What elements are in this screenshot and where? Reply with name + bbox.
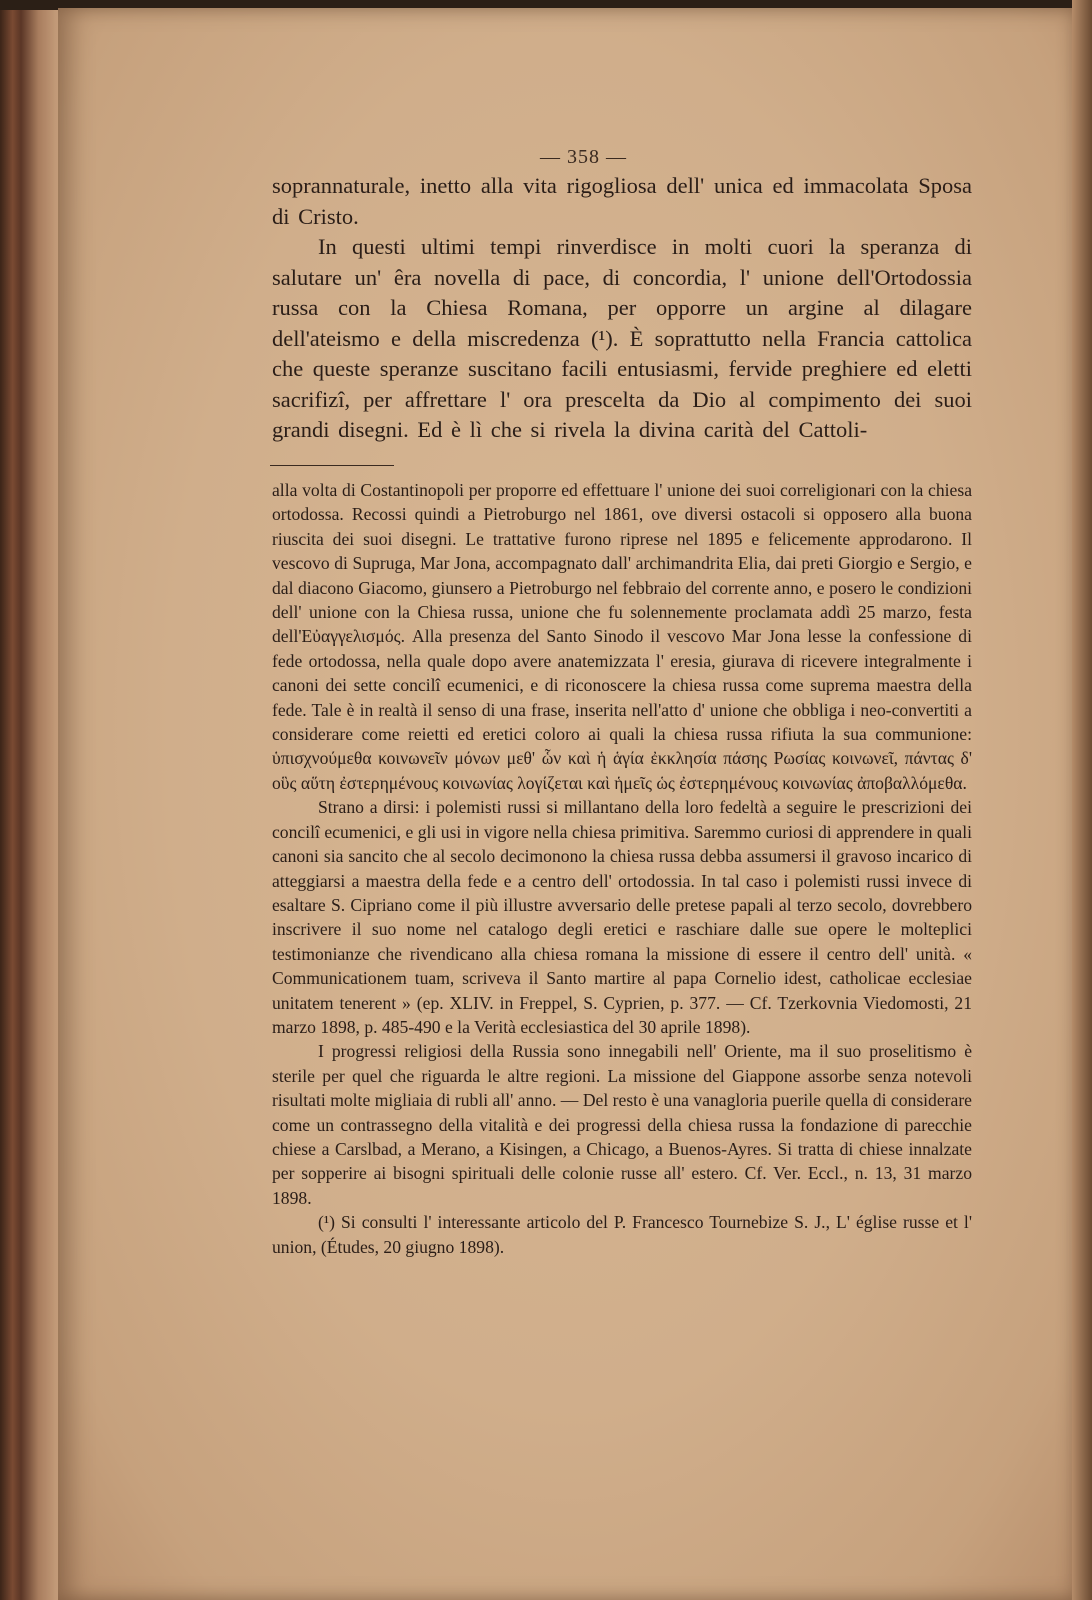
footnote-paragraph: Strano a dirsi: i polemisti russi si millantano della loro fedeltà a seguire le prescrizioni dei concilî ecumenici, e gli usi in vigore nella chiesa primitiva. Saremmo curiosi di apprendere in quali canoni sia sancito che al secolo decimonono la chiesa russa debba assumersi il gravoso incarico di atteggiarsi a maestra della fede e a centro dell' ortodossia. In tal caso i polemisti russi invece di esaltare S. Cipriano come il più illustre avversario delle pretese papali al terzo secolo, dovrebbero inscrivere il suo nome nel catalogo degli eretici e raschiare dalle sue opere le molteplici testimonianze che rivendicano alla chiesa romana la missione di essere il centro dell' unità. « Communicationem tuam, scriveva il Santo martire al papa Cornelio idest, catholicae ecclesiae unitatem tenerent » (ep. XLIV. in Freppel, S. Cyprien, p. 377. — Cf. Tzerkovnia Viedomosti, 21 marzo 1898, p. 485-490 e la Verità ecclesiastica del 30 aprile 1898).	[272, 797, 972, 1037]
main-text	[272, 171, 972, 446]
footnotes	[272, 478, 972, 1259]
footnote-paragraph: (¹) Si consulti l' interessante articolo del P. Francesco Tournebize S. J., L' église russe et l' union, (Études, 20 giugno 1898).	[272, 1212, 972, 1257]
footnote-separator	[270, 465, 394, 466]
main-paragraph: soprannaturale, inetto alla vita rigogliosa dell' unica ed immacolata Sposa di Cristo.	[272, 173, 972, 229]
page-number: — 358 —	[540, 146, 627, 168]
page-right-edge	[1072, 0, 1092, 1600]
footnote-paragraph: I progressi religiosi della Russia sono innegabili nell' Oriente, ma il suo proselitismo è sterile per quel che riguarda le altre regioni. La missione del Giappone assorbe senza notevoli risultati molte migliaia di rubli all' anno. — Del resto è una vanagloria puerile quella di considerare come un contrassegno della vitalità e dei progressi della chiesa russa la fondazione di parecchie chiese a Carslbad, a Merano, a Kisingen, a Chicago, a Buenos-Ayres. Si tratta di chiese innalzate per sopperire ai bisogni spirituali delle colonie russe all' estero. Cf. Ver. Eccl., n. 13, 31 marzo 1898.	[272, 1041, 972, 1208]
main-paragraph: In questi ultimi tempi rinverdisce in molti cuori la speranza di salutare un' êra novella di pace, di concordia, l' unione dell'Ortodossia russa con la Chiesa Romana, per opporre un argine al dilagare dell'ateismo e della miscredenza (¹). È soprattutto nella Francia cattolica che queste speranze suscitano facili entusiasmi, fervide preghiere ed eletti sacrifizî, per affrettare l' ora prescelta da Dio al compimento dei suoi grandi disegni. Ed è lì che si rivela la divina carità del Cattoli-	[272, 234, 972, 442]
footnote-paragraph: alla volta di Costantinopoli per proporre ed effettuare l' unione dei suoi correligionari con la chiesa ortodossa. Recossi quindi a Pietroburgo nel 1861, ove diversi ostacoli si opposero alla buona riuscita dei suoi disegni. Le trattative furono riprese nel 1895 e felicemente approdarono. Il vescovo di Supruga, Mar Jona, accompagnato dall' archimandrita Elia, dai preti Giorgio e Sergio, e dal diacono Giacomo, giunsero a Pietroburgo nel febbraio del corrente anno, e posero le condizioni dell' unione con la Chiesa russa, unione che fu solennemente proclamata addì 25 marzo, festa dell'Εὐαγγελισμός. Alla presenza del Santo Sinodo il vescovo Mar Jona lesse la confessione di fede ortodossa, nella quale dopo avere anatemizzata l' eresia, giurava di ricevere integralmente i canoni dei sette concilî ecumenici, e di riconoscere la chiesa russa come suprema maestra della fede. Tale è in realtà il senso di una frase, inserita nell'atto d' unione che obbliga i neo-convertiti a considerare come reietti ed eretici coloro ai quali la chiesa russa rifiuta la sua communione: ὑπισχνούμεθα κοινωνεῖν μόνων μεθ' ὧν καὶ ἡ ἁγία ἐκκλησία πάσης Ρωσίας κοινωνεῖ, πάντας δ' οὓς αὕτη ἐστερημένους κοινωνίας λογίζεται καὶ ἡμεῖς ὡς ἐστερημένους κοινωνίας ἀποβαλλόμεθα.	[272, 480, 972, 793]
